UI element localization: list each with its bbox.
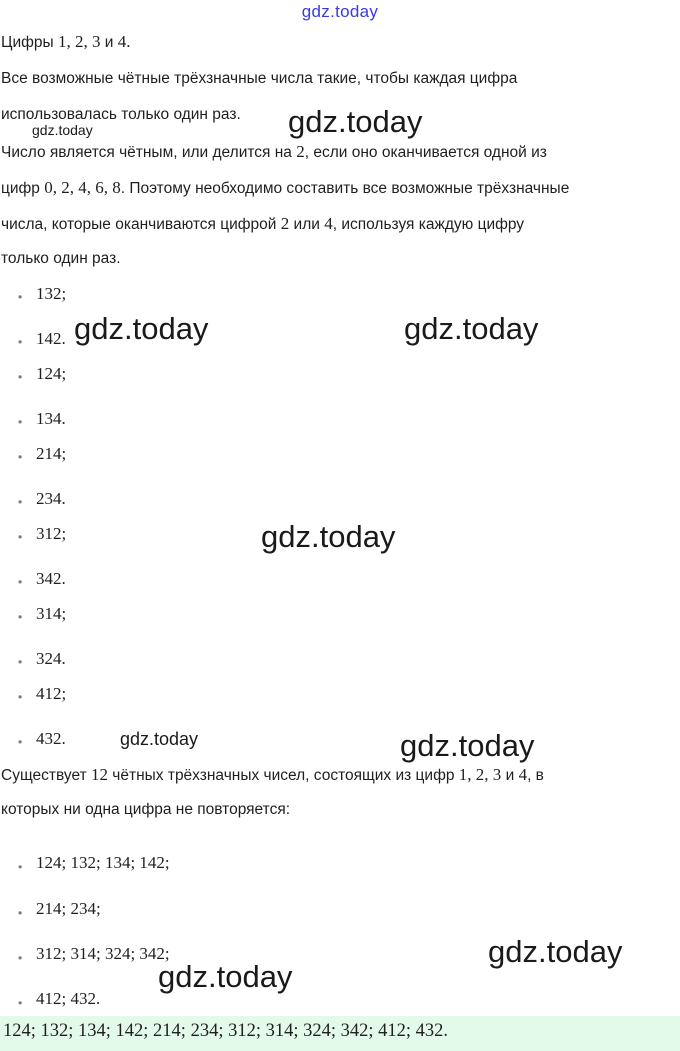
list-item: 314;	[36, 604, 67, 623]
list-item: 342.	[36, 569, 66, 588]
reason-line-1	[1, 142, 547, 162]
given-and: и	[100, 34, 118, 51]
conclusion-math: 12	[90, 765, 108, 784]
conclusion-math: 4	[518, 765, 528, 784]
conclusion-text: и	[501, 767, 519, 784]
list-item: 124; 132; 134; 142;	[36, 853, 170, 872]
reason-line-4: только один раз.	[1, 250, 121, 267]
list-bullet: •	[18, 951, 23, 965]
given-prefix: Цифры	[1, 34, 58, 51]
answer-text: 124; 132; 134; 142; 214; 234; 312; 314; 324; 342; 412; 432.	[3, 1021, 449, 1041]
list-item: 134.	[36, 409, 66, 428]
list-bullet: •	[18, 690, 23, 704]
reason-text: или	[289, 216, 325, 233]
list-bullet: •	[18, 575, 23, 589]
watermark: gdz.today	[74, 311, 209, 346]
site-logo[interactable]: gdz.today	[301, 2, 379, 21]
list-item: 124;	[36, 364, 67, 383]
task-line-2: использовалась только один раз.	[1, 106, 241, 123]
list-item: 432.	[36, 729, 66, 748]
conclusion-math: 1, 2, 3	[458, 765, 502, 784]
list-bullet: •	[18, 290, 23, 304]
reason-math: 4	[324, 214, 333, 233]
watermark: gdz.today	[120, 729, 199, 749]
conclusion-text: чётных трёхзначных чисел, состоящих из цифр	[107, 767, 459, 784]
watermark: gdz.today	[261, 519, 396, 554]
conclusion-text: Существует	[1, 767, 91, 784]
list-bullet: •	[18, 415, 23, 429]
watermark: gdz.today	[288, 104, 423, 139]
watermark: gdz.today	[32, 122, 93, 138]
reason-text: Число является чётным, или делится на	[1, 144, 297, 161]
given-digits: 1, 2, 3	[57, 32, 101, 51]
watermark: gdz.today	[488, 934, 623, 969]
reason-text: , используя каждую цифру	[332, 216, 525, 233]
given-line	[1, 32, 130, 52]
list-item: 234.	[36, 489, 66, 508]
answer-box	[0, 1016, 680, 1051]
list-item: 214; 234;	[36, 899, 101, 918]
list-item: 214;	[36, 444, 67, 463]
list-bullet: •	[18, 530, 23, 544]
list-bullet: •	[18, 735, 23, 749]
watermark: gdz.today	[158, 959, 293, 994]
list-bullet: •	[18, 860, 23, 874]
reason-line-2	[1, 178, 569, 198]
conclusion-line-1	[1, 765, 544, 785]
list-item: 412;	[36, 684, 67, 703]
list-item: 412; 432.	[36, 989, 101, 1008]
task-line-1: Все возможные чётные трёхзначные числа такие, чтобы каждая цифра	[1, 70, 518, 87]
list-bullet: •	[18, 370, 23, 384]
list-item: 132;	[36, 284, 67, 303]
reason-line-3	[1, 214, 524, 234]
given-digit-last: 4.	[117, 32, 131, 51]
reason-text: , если оно оканчивается одной из	[304, 144, 547, 161]
list-item: 312; 314; 324; 342;	[36, 944, 170, 963]
watermark: gdz.today	[400, 728, 535, 763]
list-bullet: •	[18, 495, 23, 509]
conclusion-text: , в	[527, 767, 544, 784]
list-item: 142.	[36, 329, 66, 348]
watermark: gdz.today	[404, 311, 539, 346]
list-bullet: •	[18, 655, 23, 669]
reason-text: числа, которые оканчиваются цифрой	[1, 216, 281, 233]
list-bullet: •	[18, 335, 23, 349]
list-bullet: •	[18, 996, 23, 1010]
reason-math: 2	[280, 214, 290, 233]
list-bullet: •	[18, 450, 23, 464]
reason-text: цифр	[1, 180, 45, 197]
reason-math: 2	[296, 142, 305, 161]
reason-math: 0, 2, 4, 6, 8	[44, 178, 121, 197]
list-bullet: •	[18, 906, 23, 920]
list-item: 312;	[36, 524, 67, 543]
conclusion-line-2: которых ни одна цифра не повторяется:	[1, 801, 291, 818]
reason-text: . Поэтому необходимо составить все возможные трёхзначные	[120, 180, 570, 197]
list-bullet: •	[18, 610, 23, 624]
list-item: 324.	[36, 649, 66, 668]
